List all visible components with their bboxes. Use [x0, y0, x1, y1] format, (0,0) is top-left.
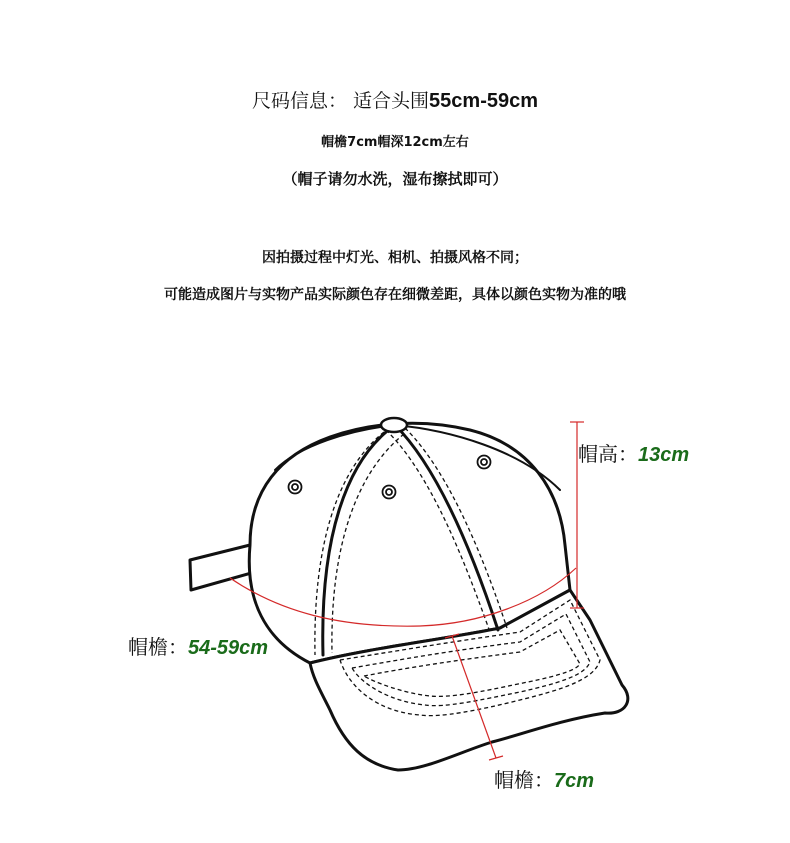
color-notice-line-2: 可能造成图片与实物产品实际颜色存在细微差距，具体以颜色实物为准的哦 [164, 287, 626, 303]
cap-height-value: 13cm [638, 444, 690, 466]
dimensions-line: 帽檐7cm帽深12cm左右 [321, 135, 469, 150]
brim-value: 7cm [554, 770, 595, 792]
brim-caption: 帽檐： [494, 768, 554, 792]
circumference-label [128, 631, 268, 660]
fit-value: 55cm-59cm [429, 90, 539, 112]
care-instructions: （帽子请勿水洗，湿布擦拭即可） [282, 170, 508, 188]
back-strap [190, 545, 255, 590]
color-notice-line-1: 因拍摄过程中灯光、相机、拍摄风格不同； [262, 250, 528, 266]
circumference-caption: 帽檐： [128, 635, 188, 659]
fit-label: 适合头围 [353, 90, 430, 112]
circumference-value: 54-59cm [188, 637, 269, 659]
brim-label [494, 764, 594, 793]
top-button [381, 418, 407, 432]
size-info-label: 尺码信息： [251, 90, 347, 112]
cap-height-label [578, 438, 689, 467]
cap-height-caption: 帽高： [578, 442, 638, 466]
